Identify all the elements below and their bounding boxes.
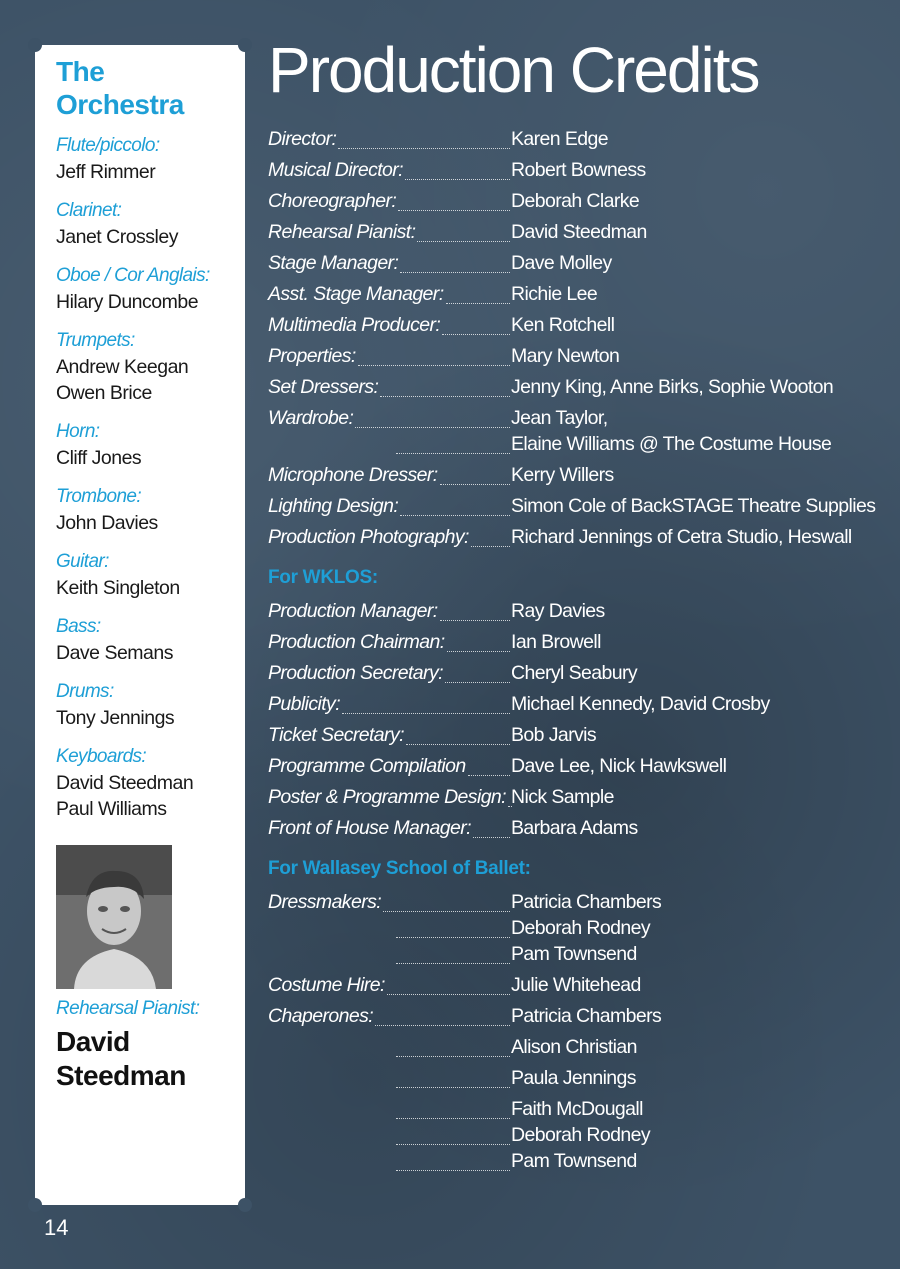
credit-row xyxy=(268,889,888,915)
credit-label: Costume Hire: xyxy=(268,974,385,996)
dot-leader xyxy=(396,453,510,454)
credit-value: Ray Davies xyxy=(511,600,605,622)
credit-row xyxy=(268,524,888,555)
dot-leader xyxy=(440,484,510,485)
credit-value: Jenny King, Anne Birks, Sophie Wooton xyxy=(511,376,834,398)
credit-value: Richie Lee xyxy=(511,283,598,305)
credit-label: Choreographer: xyxy=(268,190,397,212)
musician-name: Owen Brice xyxy=(56,382,152,404)
orchestra-group xyxy=(56,549,225,601)
credit-row xyxy=(268,629,888,660)
credit-value: David Steedman xyxy=(511,221,647,243)
credit-row xyxy=(268,431,888,462)
credit-row xyxy=(268,493,888,524)
orchestra-group xyxy=(56,484,225,536)
credit-row xyxy=(268,312,888,343)
credit-row xyxy=(268,1065,888,1096)
credit-row xyxy=(268,784,888,815)
dot-leader xyxy=(405,179,510,180)
orchestra-group xyxy=(56,614,225,666)
credit-value: Simon Cole of BackSTAGE Theatre Supplies xyxy=(511,495,876,517)
credit-row xyxy=(268,660,888,691)
credit-value: Paula Jennings xyxy=(511,1067,636,1089)
musician-name: Cliff Jones xyxy=(56,447,142,469)
orchestra-group xyxy=(56,133,225,185)
section-heading-wklos: For WKLOS: xyxy=(268,567,378,588)
orchestra-group xyxy=(56,744,225,822)
credit-value: Julie Whitehead xyxy=(511,974,641,996)
dot-leader xyxy=(380,396,510,397)
credit-label: Ticket Secretary: xyxy=(268,724,404,746)
dot-leader xyxy=(396,937,510,938)
credit-row xyxy=(268,815,888,846)
credit-value: Alison Christian xyxy=(511,1036,637,1058)
instrument-role: Flute/piccolo: xyxy=(56,135,160,156)
credit-label: Set Dressers: xyxy=(268,376,379,398)
credit-label: Lighting Design: xyxy=(268,495,399,517)
credit-value: Nick Sample xyxy=(511,786,614,808)
instrument-role: Keyboards: xyxy=(56,746,147,767)
dot-leader xyxy=(417,241,510,242)
credit-value: Cheryl Seabury xyxy=(511,662,637,684)
musician-name: David Steedman xyxy=(56,772,194,794)
corner-notch xyxy=(28,1198,42,1212)
credit-label: Production Chairman: xyxy=(268,631,445,653)
credit-label: Front of House Manager: xyxy=(268,817,471,839)
section-heading-ballet: For Wallasey School of Ballet: xyxy=(268,858,531,879)
credit-row xyxy=(268,250,888,281)
credit-value: Deborah Clarke xyxy=(511,190,640,212)
credit-row xyxy=(268,374,888,405)
credit-row xyxy=(268,405,888,431)
credit-row xyxy=(268,915,888,941)
dot-leader xyxy=(406,744,510,745)
dot-leader xyxy=(396,1118,510,1119)
credits-list xyxy=(268,126,888,1174)
dot-leader xyxy=(447,651,510,652)
instrument-role: Guitar: xyxy=(56,551,109,572)
credit-value: Barbara Adams xyxy=(511,817,638,839)
credit-row xyxy=(268,157,888,188)
orchestra-group xyxy=(56,328,225,406)
credit-value: Pam Townsend xyxy=(511,1150,637,1172)
feature-name-line2: Steedman xyxy=(56,1060,186,1091)
instrument-role: Trombone: xyxy=(56,486,142,507)
credit-value: Patricia Chambers xyxy=(511,891,662,913)
credit-row xyxy=(268,281,888,312)
musician-name: Jeff Rimmer xyxy=(56,161,156,183)
credit-row xyxy=(268,972,888,1003)
dot-leader xyxy=(396,1144,510,1145)
credit-label: Musical Director: xyxy=(268,159,403,181)
orchestra-group xyxy=(56,419,225,471)
credit-value: Ken Rotchell xyxy=(511,314,615,336)
orchestra-list xyxy=(56,133,225,822)
musician-name: Hilary Duncombe xyxy=(56,291,199,313)
credit-value: Mary Newton xyxy=(511,345,620,367)
credit-label: Production Manager: xyxy=(268,600,438,622)
dot-leader xyxy=(355,427,510,428)
musician-name: Andrew Keegan xyxy=(56,356,189,378)
credit-value: Michael Kennedy, David Crosby xyxy=(511,693,770,715)
credit-label: Rehearsal Pianist: xyxy=(268,221,416,243)
credit-label: Multimedia Producer: xyxy=(268,314,441,336)
musician-name: Paul Williams xyxy=(56,798,167,820)
credit-row xyxy=(268,462,888,493)
credit-row xyxy=(268,1148,888,1174)
page-title: Production Credits xyxy=(268,34,759,106)
corner-notch xyxy=(238,38,252,52)
musician-name: Janet Crossley xyxy=(56,226,178,248)
credit-value: Ian Browell xyxy=(511,631,601,653)
credit-value: Richard Jennings of Cetra Studio, Heswall xyxy=(511,526,852,548)
credit-value: Kerry Willers xyxy=(511,464,614,486)
instrument-role: Bass: xyxy=(56,616,101,637)
page-number: 14 xyxy=(44,1215,69,1240)
orchestra-group xyxy=(56,679,225,731)
dot-leader xyxy=(396,963,510,964)
dot-leader xyxy=(383,911,510,912)
credit-row xyxy=(268,753,888,784)
credit-value: Dave Molley xyxy=(511,252,612,274)
dot-leader xyxy=(396,1087,510,1088)
feature-name xyxy=(56,1025,186,1093)
credit-value: Jean Taylor, xyxy=(511,407,608,429)
credit-row xyxy=(268,941,888,972)
credit-row xyxy=(268,691,888,722)
credit-row xyxy=(268,343,888,374)
credit-row xyxy=(268,219,888,250)
credit-label: Stage Manager: xyxy=(268,252,399,274)
instrument-role: Trumpets: xyxy=(56,330,135,351)
credit-value: Bob Jarvis xyxy=(511,724,597,746)
credit-row xyxy=(268,598,888,629)
credit-label: Production Secretary: xyxy=(268,662,443,684)
instrument-role: Clarinet: xyxy=(56,200,122,221)
credit-value: Deborah Rodney xyxy=(511,917,651,939)
musician-name: Dave Semans xyxy=(56,642,173,664)
credit-label: Dressmakers: xyxy=(268,891,382,913)
dot-leader xyxy=(396,1056,510,1057)
credit-value: Dave Lee, Nick Hawkswell xyxy=(511,755,727,777)
credit-value: Patricia Chambers xyxy=(511,1005,662,1027)
dot-leader xyxy=(473,837,510,838)
credit-row xyxy=(268,1003,888,1034)
dot-leader xyxy=(446,303,510,304)
credit-row xyxy=(268,1122,888,1148)
dot-leader xyxy=(445,682,510,683)
credit-row xyxy=(268,126,888,157)
credit-value: Faith McDougall xyxy=(511,1098,643,1120)
dot-leader xyxy=(400,515,510,516)
pianist-photo xyxy=(56,845,172,989)
dot-leader xyxy=(342,713,510,714)
dot-leader xyxy=(358,365,510,366)
credit-label: Programme Compilation xyxy=(268,755,466,777)
orchestra-group xyxy=(56,198,225,250)
dot-leader xyxy=(398,210,510,211)
dot-leader xyxy=(440,620,510,621)
credit-label: Production Photography: xyxy=(268,526,469,548)
musician-name: John Davies xyxy=(56,512,158,534)
credit-value: Pam Townsend xyxy=(511,943,637,965)
orchestra-title-line2: Orchestra xyxy=(56,89,184,120)
credit-row xyxy=(268,188,888,219)
orchestra-title xyxy=(56,55,225,121)
orchestra-group xyxy=(56,263,225,315)
credit-label: Publicity: xyxy=(268,693,341,715)
instrument-role: Horn: xyxy=(56,421,100,442)
portrait-image xyxy=(56,845,172,989)
orchestra-title-line1: The xyxy=(56,56,105,87)
credit-label: Properties: xyxy=(268,345,356,367)
orchestra-panel xyxy=(35,45,245,1205)
credit-row xyxy=(268,722,888,753)
credit-row xyxy=(268,1034,888,1065)
dot-leader xyxy=(468,775,510,776)
musician-name: Tony Jennings xyxy=(56,707,175,729)
feature-role: Rehearsal Pianist: xyxy=(56,998,200,1019)
corner-notch xyxy=(238,1198,252,1212)
dot-leader xyxy=(375,1025,510,1026)
dot-leader xyxy=(396,1170,510,1171)
credit-label: Asst. Stage Manager: xyxy=(268,283,444,305)
musician-name: Keith Singleton xyxy=(56,577,180,599)
dot-leader xyxy=(338,148,510,149)
credit-value: Karen Edge xyxy=(511,128,608,150)
credit-value: Elaine Williams @ The Costume House xyxy=(511,433,832,455)
credit-value: Robert Bowness xyxy=(511,159,646,181)
dot-leader xyxy=(387,994,510,995)
credit-label: Director: xyxy=(268,128,337,150)
credit-row xyxy=(268,1096,888,1122)
credit-label: Chaperones: xyxy=(268,1005,374,1027)
corner-notch xyxy=(28,38,42,52)
credit-label: Poster & Programme Design: xyxy=(268,786,506,808)
credit-label: Microphone Dresser: xyxy=(268,464,438,486)
credit-value: Deborah Rodney xyxy=(511,1124,651,1146)
instrument-role: Oboe / Cor Anglais: xyxy=(56,265,210,286)
instrument-role: Drums: xyxy=(56,681,114,702)
credit-label: Wardrobe: xyxy=(268,407,354,429)
feature-name-line1: David xyxy=(56,1026,130,1057)
dot-leader xyxy=(471,546,510,547)
dot-leader xyxy=(442,334,510,335)
dot-leader xyxy=(400,272,510,273)
